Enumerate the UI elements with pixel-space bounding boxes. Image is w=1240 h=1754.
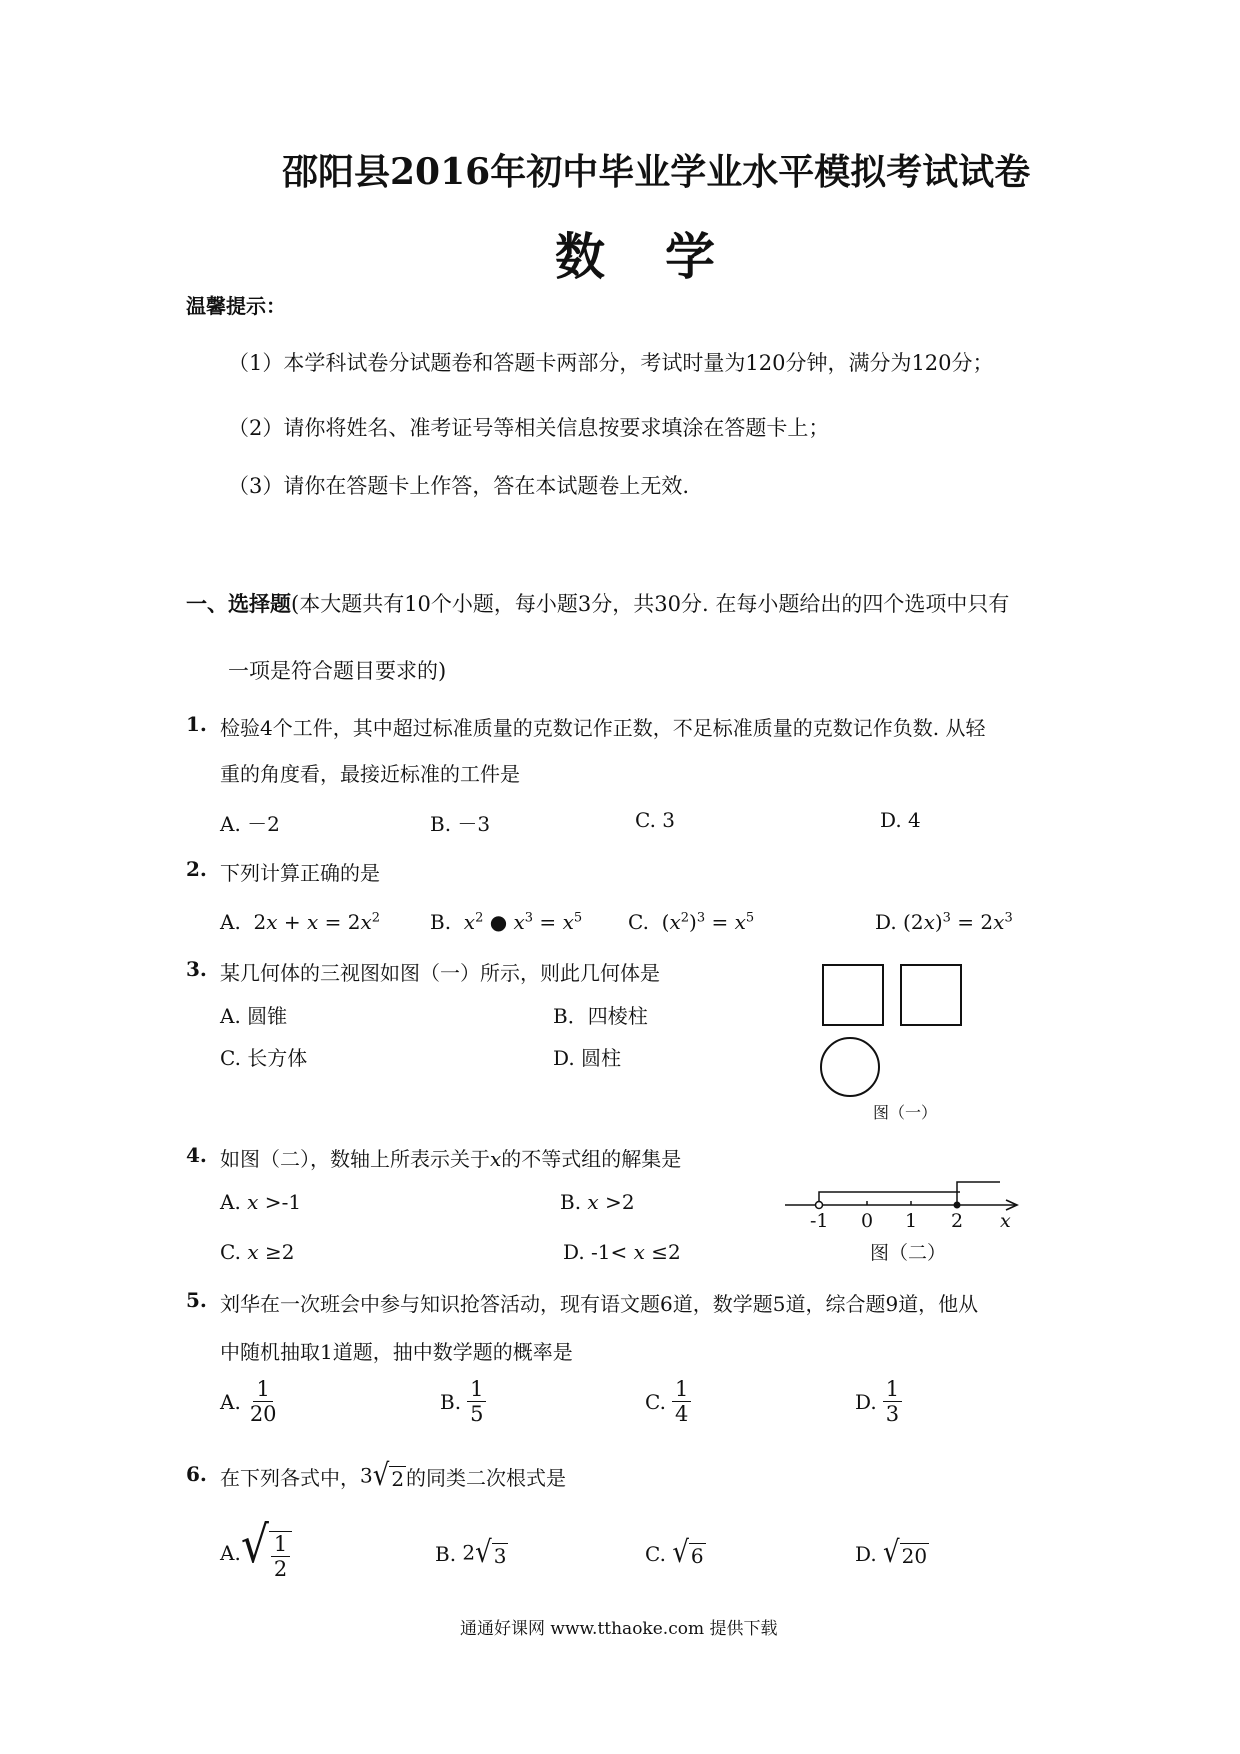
section-label: 一、选择题 xyxy=(186,591,291,616)
top-view-circle xyxy=(821,1038,879,1096)
section-desc-line1: (本大题共有10个小题，每小题3分，共30分. 在每小题给出的四个选项中只有 xyxy=(291,592,1010,616)
q6-radical-expr: 3 √ 2 xyxy=(360,1458,405,1493)
q6-text-pre: 在下列各式中， xyxy=(220,1466,360,1490)
q5-c-numerator: 1 xyxy=(672,1377,691,1402)
q4-option-b-label: B. xyxy=(560,1190,582,1214)
footer-source: 通通好课网 www.tthaoke.com 提供下载 xyxy=(460,1619,778,1639)
q3-option-d: D. 圆柱 xyxy=(553,1046,622,1070)
q4-text-post: 的不等式组的解集是 xyxy=(501,1147,682,1171)
section-desc-line2: 一项是符合题目要求的) xyxy=(228,659,447,683)
q5-option-c-label: C. xyxy=(645,1389,666,1414)
exam-title: 邵阳县2016年初中毕业学业水平模拟考试试卷 xyxy=(282,151,1031,193)
q3-option-c: C. 长方体 xyxy=(220,1046,308,1070)
q2-option-d-formula: $(2x)^3 = 2x^3$ xyxy=(903,910,1013,934)
figure-2-caption: 图（二） xyxy=(870,1242,947,1264)
q2-option-d xyxy=(875,910,1013,934)
q5-option-c xyxy=(645,1377,691,1426)
axis-variable-label: x xyxy=(1000,1210,1011,1232)
q4-option-d-label: D. xyxy=(563,1240,585,1264)
q6-option-b-formula: 2 √ 3 xyxy=(462,1535,507,1571)
q5-option-b xyxy=(440,1377,486,1426)
front-view-square xyxy=(823,965,883,1025)
tip-item-2: （2）请你将姓名、准考证号等相关信息按要求填涂在答题卡上； xyxy=(228,416,830,440)
tip-item-1: （1）本学科试卷分试题卷和答题卡两部分，考试时量为120分钟，满分为120分； xyxy=(228,351,994,375)
section-heading xyxy=(186,588,1009,618)
q5-option-c-fraction xyxy=(672,1377,691,1426)
q5-option-a-label: A. xyxy=(220,1389,241,1414)
q5-a-denominator: 20 xyxy=(249,1402,277,1427)
question-text-1-line1: 检验4个工件，其中超过标准质量的克数记作正数，不足标准质量的克数记作负数. 从轻 xyxy=(220,716,986,740)
q2-option-a-formula: $2x + x = 2x^2$ xyxy=(247,910,381,934)
q6-option-d xyxy=(855,1535,929,1571)
q5-option-b-label: B. xyxy=(440,1389,462,1414)
open-point-minus-1 xyxy=(816,1202,823,1209)
question-text-5-line2: 中随机抽取1道题，抽中数学题的概率是 xyxy=(220,1340,573,1364)
q1-option-d: D. 4 xyxy=(880,808,921,832)
question-number-3: 3. xyxy=(186,957,207,981)
question-number-1: 1. xyxy=(186,712,207,736)
q6-option-d-formula: √ 20 xyxy=(883,1535,928,1571)
question-text-5-line1: 刘华在一次班会中参与知识抢答活动，现有语文题6道，数学题5道，综合题9道，他从 xyxy=(220,1292,979,1316)
q4-option-b: B. x >2 xyxy=(560,1190,635,1214)
solution-bracket-right xyxy=(957,1182,1000,1205)
q2-option-c-label: C. xyxy=(628,910,649,934)
axis-tick-label-2: 2 xyxy=(951,1210,964,1232)
q4-option-d: D. -1< x ≤2 xyxy=(563,1240,681,1264)
q5-c-denominator: 4 xyxy=(674,1402,689,1427)
q6-option-a xyxy=(220,1516,292,1582)
tip-item-3: （3）请你在答题卡上作答，答在本试题卷上无效. xyxy=(228,474,690,498)
q5-option-a xyxy=(220,1377,280,1426)
axis-tick-label-minus-1: -1 xyxy=(810,1210,829,1232)
closed-point-2 xyxy=(954,1202,961,1209)
axis-tick-label-1: 1 xyxy=(905,1210,918,1232)
side-view-square xyxy=(901,965,961,1025)
q5-a-numerator: 1 xyxy=(253,1377,272,1402)
q2-option-b xyxy=(430,910,582,934)
solution-bracket-left xyxy=(819,1192,960,1205)
subject-title: 数学 xyxy=(555,227,775,286)
q6-option-d-label: D. xyxy=(855,1542,877,1566)
q2-option-c xyxy=(628,910,754,934)
q6-option-b xyxy=(435,1535,508,1571)
q4-option-a-label: A. xyxy=(220,1190,241,1214)
q6-option-b-label: B. xyxy=(435,1542,457,1566)
q2-option-b-formula: $x^2$ ● $x^3 = x^5$ xyxy=(463,910,583,934)
q6-text-post: 的同类二次根式是 xyxy=(406,1466,567,1490)
q2-option-a xyxy=(220,910,380,934)
q2-option-c-formula: $(x^2)^3 = x^5$ xyxy=(655,910,755,934)
q2-option-d-label: D. xyxy=(875,910,897,934)
q5-option-d xyxy=(855,1377,902,1426)
q4-text-pre: 如图（二），数轴上所表示关于 xyxy=(220,1147,490,1171)
q2-option-a-label: A. xyxy=(220,910,241,934)
q5-option-d-fraction xyxy=(883,1377,902,1426)
figure-1-three-views xyxy=(815,960,975,1100)
question-number-5: 5. xyxy=(186,1288,207,1312)
q6-option-c-label: C. xyxy=(645,1542,666,1566)
q5-b-denominator: 5 xyxy=(470,1402,484,1427)
question-text-1-line2: 重的角度看，最接近标准的工件是 xyxy=(220,762,520,786)
question-number-2: 2. xyxy=(186,857,207,881)
q5-b-numerator: 1 xyxy=(467,1377,486,1402)
q5-option-d-label: D. xyxy=(855,1389,877,1414)
q6-option-c-formula: √ 6 xyxy=(672,1535,704,1571)
question-text-2: 下列计算正确的是 xyxy=(220,861,380,885)
axis-tick-label-0: 0 xyxy=(861,1210,874,1232)
question-number-4: 4. xyxy=(186,1143,207,1167)
tips-heading: 温馨提示： xyxy=(186,294,286,318)
q3-option-b: B．四棱柱 xyxy=(553,1004,648,1028)
q5-option-a-fraction xyxy=(247,1377,280,1426)
q2-option-b-label: B. xyxy=(430,910,452,934)
q1-option-b: B. －3 xyxy=(430,812,491,836)
q1-option-c: C. 3 xyxy=(635,808,676,832)
q3-option-a: A. 圆锥 xyxy=(220,1004,288,1028)
q4-text-var: x xyxy=(490,1147,502,1171)
figure-1-caption: 图（一） xyxy=(873,1103,938,1122)
q5-option-b-fraction xyxy=(467,1377,486,1426)
q5-d-denominator: 3 xyxy=(885,1402,900,1427)
question-text-6 xyxy=(220,1458,567,1493)
q1-option-a: A. －2 xyxy=(220,812,280,836)
question-text-3: 某几何体的三视图如图（一）所示，则此几何体是 xyxy=(220,961,660,985)
q4-option-c: C. x ≥2 xyxy=(220,1240,295,1264)
question-number-6: 6. xyxy=(186,1462,207,1486)
question-text-4 xyxy=(220,1143,681,1172)
q6-option-c xyxy=(645,1535,706,1571)
q6-option-a-formula: √ $\frac{1}{2}$ xyxy=(241,1525,292,1581)
q6-option-a-label: A. xyxy=(220,1541,241,1566)
q5-d-numerator: 1 xyxy=(883,1377,902,1402)
q4-option-c-label: C. xyxy=(220,1240,241,1264)
q4-option-a: A. x >-1 xyxy=(220,1190,302,1214)
